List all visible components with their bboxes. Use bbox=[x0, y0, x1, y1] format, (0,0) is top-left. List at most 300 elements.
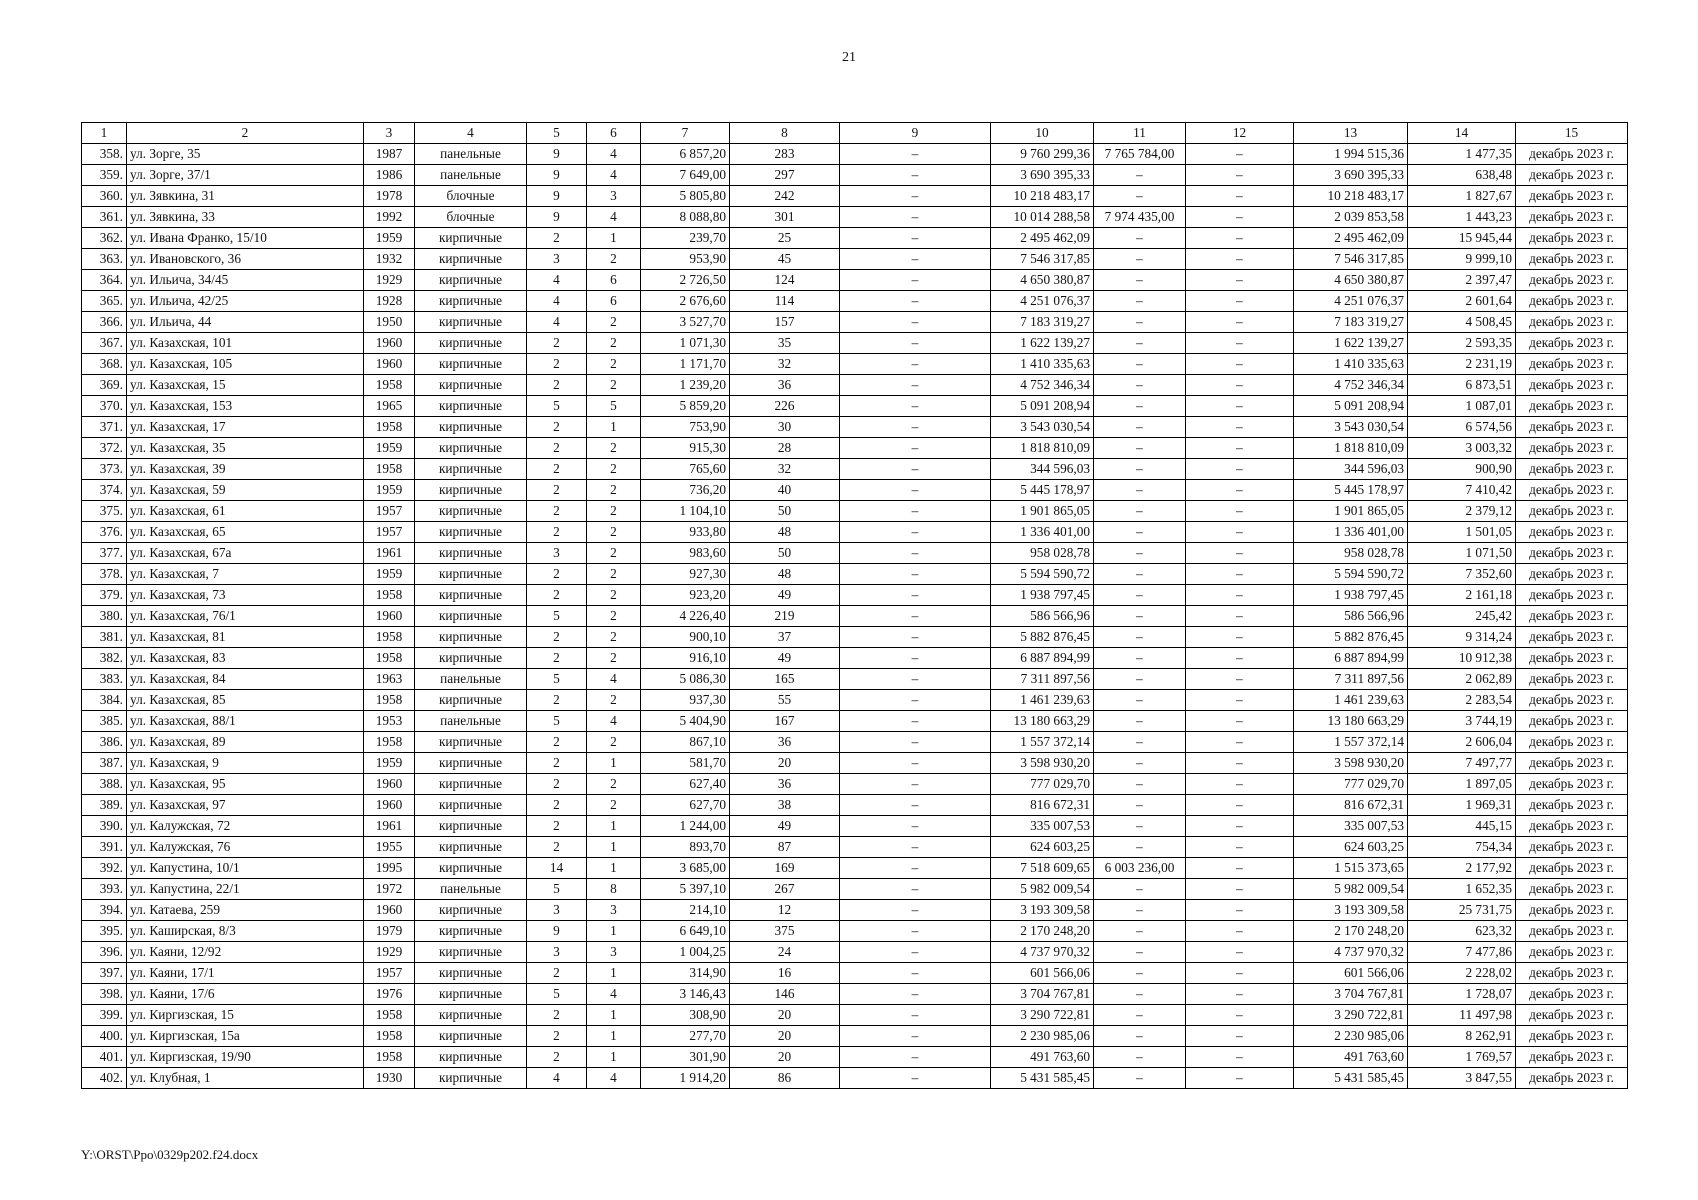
table-cell: 2 161,18 bbox=[1408, 585, 1516, 606]
table-cell: 15 945,44 bbox=[1408, 228, 1516, 249]
table-cell: ул. Каширская, 8/3 bbox=[127, 921, 364, 942]
table-cell: – bbox=[1094, 879, 1186, 900]
column-header: 7 bbox=[641, 123, 730, 144]
table-cell: 2 bbox=[527, 228, 587, 249]
table-cell: 6 bbox=[587, 291, 641, 312]
table-cell: 242 bbox=[730, 186, 840, 207]
table-cell: ул. Казахская, 84 bbox=[127, 669, 364, 690]
table-row bbox=[82, 711, 1628, 732]
table-cell: 394. bbox=[82, 900, 127, 921]
table-cell: ул. Ивана Франко, 15/10 bbox=[127, 228, 364, 249]
table-cell: – bbox=[840, 711, 991, 732]
table-cell: ул. Зявкина, 31 bbox=[127, 186, 364, 207]
table-cell: 344 596,03 bbox=[991, 459, 1094, 480]
table-cell: 765,60 bbox=[641, 459, 730, 480]
table-cell: 5 bbox=[527, 879, 587, 900]
table-cell: 3 527,70 bbox=[641, 312, 730, 333]
table-cell: 2 bbox=[527, 480, 587, 501]
table-cell: – bbox=[1186, 228, 1294, 249]
table-cell: ул. Казахская, 95 bbox=[127, 774, 364, 795]
column-header: 12 bbox=[1186, 123, 1294, 144]
table-cell: 1929 bbox=[364, 942, 415, 963]
table-cell: – bbox=[1094, 690, 1186, 711]
table-cell: 36 bbox=[730, 732, 840, 753]
table-cell: 9 bbox=[527, 207, 587, 228]
table-cell: 1 336 401,00 bbox=[991, 522, 1094, 543]
table-cell: 377. bbox=[82, 543, 127, 564]
table-cell: 400. bbox=[82, 1026, 127, 1047]
table-cell: – bbox=[1094, 774, 1186, 795]
table-cell: кирпичные bbox=[415, 270, 527, 291]
table-cell: 4 650 380,87 bbox=[991, 270, 1094, 291]
table-cell: 1957 bbox=[364, 501, 415, 522]
column-header: 14 bbox=[1408, 123, 1516, 144]
table-row bbox=[82, 438, 1628, 459]
table-cell: 9 bbox=[527, 186, 587, 207]
table-cell: 20 bbox=[730, 1047, 840, 1068]
table-row bbox=[82, 690, 1628, 711]
table-cell: 3 bbox=[587, 186, 641, 207]
table-cell: 7 765 784,00 bbox=[1094, 144, 1186, 165]
table-cell: 2 170 248,20 bbox=[991, 921, 1094, 942]
table-header-row bbox=[82, 123, 1628, 144]
table-cell: 5 982 009,54 bbox=[991, 879, 1094, 900]
table-cell: 392. bbox=[82, 858, 127, 879]
file-path-footer: Y:\ORST\Ppo\0329p202.f24.docx bbox=[81, 1147, 259, 1162]
table-cell: декабрь 2023 г. bbox=[1516, 753, 1628, 774]
table-cell: 335 007,53 bbox=[1294, 816, 1408, 837]
table-cell: 86 bbox=[730, 1068, 840, 1089]
table-cell: декабрь 2023 г. bbox=[1516, 396, 1628, 417]
table-cell: декабрь 2023 г. bbox=[1516, 732, 1628, 753]
table-cell: 736,20 bbox=[641, 480, 730, 501]
table-cell: кирпичные bbox=[415, 837, 527, 858]
table-cell: – bbox=[840, 921, 991, 942]
table-cell: – bbox=[1094, 1026, 1186, 1047]
table-cell: 1978 bbox=[364, 186, 415, 207]
table-cell: 48 bbox=[730, 564, 840, 585]
table-cell: – bbox=[1186, 816, 1294, 837]
table-row bbox=[82, 795, 1628, 816]
table-cell: 3 847,55 bbox=[1408, 1068, 1516, 1089]
table-cell: 2 177,92 bbox=[1408, 858, 1516, 879]
table-cell: 3 290 722,81 bbox=[991, 1005, 1094, 1026]
table-cell: 2 593,35 bbox=[1408, 333, 1516, 354]
table-cell: 937,30 bbox=[641, 690, 730, 711]
table-cell: 5 091 208,94 bbox=[1294, 396, 1408, 417]
table-cell: 1992 bbox=[364, 207, 415, 228]
table-cell: – bbox=[840, 1026, 991, 1047]
table-cell: 1 bbox=[587, 1047, 641, 1068]
table-cell: 366. bbox=[82, 312, 127, 333]
table-cell: 5 859,20 bbox=[641, 396, 730, 417]
table-cell: – bbox=[840, 543, 991, 564]
table-cell: кирпичные bbox=[415, 690, 527, 711]
table-cell: 32 bbox=[730, 459, 840, 480]
table-cell: 1 652,35 bbox=[1408, 879, 1516, 900]
table-cell: 2 bbox=[587, 543, 641, 564]
table-cell: 2 bbox=[527, 774, 587, 795]
table-cell: 49 bbox=[730, 648, 840, 669]
table-cell: – bbox=[1094, 291, 1186, 312]
table-cell: 5 bbox=[527, 669, 587, 690]
table-cell: кирпичные bbox=[415, 858, 527, 879]
table-cell: 1 bbox=[587, 921, 641, 942]
table-row bbox=[82, 501, 1628, 522]
table-cell: ул. Ильича, 42/25 bbox=[127, 291, 364, 312]
table-cell: 1963 bbox=[364, 669, 415, 690]
table-cell: – bbox=[840, 438, 991, 459]
table-cell: 3 193 309,58 bbox=[1294, 900, 1408, 921]
table-cell: 4 bbox=[587, 207, 641, 228]
table-cell: кирпичные bbox=[415, 417, 527, 438]
table-cell: кирпичные bbox=[415, 1047, 527, 1068]
table-cell: 958 028,78 bbox=[1294, 543, 1408, 564]
table-cell: – bbox=[840, 207, 991, 228]
table-cell: 1 914,20 bbox=[641, 1068, 730, 1089]
table-cell: ул. Казахская, 105 bbox=[127, 354, 364, 375]
table-cell: 301 bbox=[730, 207, 840, 228]
table-cell: кирпичные bbox=[415, 585, 527, 606]
table-row bbox=[82, 921, 1628, 942]
table-cell: 1959 bbox=[364, 753, 415, 774]
table-cell: – bbox=[840, 1005, 991, 1026]
table-cell: 753,90 bbox=[641, 417, 730, 438]
table-cell: – bbox=[840, 291, 991, 312]
table-cell: 1960 bbox=[364, 900, 415, 921]
table-row bbox=[82, 417, 1628, 438]
table-cell: – bbox=[1186, 543, 1294, 564]
table-cell: – bbox=[1094, 753, 1186, 774]
table-cell: декабрь 2023 г. bbox=[1516, 1005, 1628, 1026]
table-cell: – bbox=[840, 795, 991, 816]
column-header: 5 bbox=[527, 123, 587, 144]
table-cell: кирпичные bbox=[415, 312, 527, 333]
table-cell: 2 062,89 bbox=[1408, 669, 1516, 690]
table-cell: декабрь 2023 г. bbox=[1516, 270, 1628, 291]
table-cell: 2 bbox=[527, 732, 587, 753]
table-cell: – bbox=[1094, 186, 1186, 207]
table-cell: – bbox=[1186, 480, 1294, 501]
table-cell: 370. bbox=[82, 396, 127, 417]
table-cell: 2 bbox=[587, 648, 641, 669]
table-cell: 2 676,60 bbox=[641, 291, 730, 312]
table-cell: 2 283,54 bbox=[1408, 690, 1516, 711]
table-row bbox=[82, 228, 1628, 249]
table-cell: 1979 bbox=[364, 921, 415, 942]
table-cell: – bbox=[1186, 291, 1294, 312]
table-cell: 2 bbox=[527, 459, 587, 480]
table-cell: ул. Калужская, 72 bbox=[127, 816, 364, 837]
table-cell: 6 887 894,99 bbox=[1294, 648, 1408, 669]
table-cell: 10 912,38 bbox=[1408, 648, 1516, 669]
table-cell: 48 bbox=[730, 522, 840, 543]
table-cell: 4 650 380,87 bbox=[1294, 270, 1408, 291]
table-cell: 2 bbox=[527, 1026, 587, 1047]
table-cell: 396. bbox=[82, 942, 127, 963]
table-cell: 1958 bbox=[364, 585, 415, 606]
table-cell: – bbox=[1094, 333, 1186, 354]
table-cell: панельные bbox=[415, 879, 527, 900]
table-cell: – bbox=[1186, 711, 1294, 732]
table-cell: 2 bbox=[587, 690, 641, 711]
table-cell: кирпичные bbox=[415, 606, 527, 627]
table-cell: 3 543 030,54 bbox=[991, 417, 1094, 438]
table-cell: – bbox=[840, 669, 991, 690]
table-cell: ул. Зявкина, 33 bbox=[127, 207, 364, 228]
table-cell: 358. bbox=[82, 144, 127, 165]
table-cell: 3 bbox=[527, 942, 587, 963]
table-cell: кирпичные bbox=[415, 228, 527, 249]
table-cell: 6 873,51 bbox=[1408, 375, 1516, 396]
table-cell: 359. bbox=[82, 165, 127, 186]
table-cell: 1 557 372,14 bbox=[991, 732, 1094, 753]
table-cell: декабрь 2023 г. bbox=[1516, 585, 1628, 606]
table-cell: 5 bbox=[527, 396, 587, 417]
table-cell: кирпичные bbox=[415, 963, 527, 984]
table-cell: 1 bbox=[587, 753, 641, 774]
table-cell: 4 737 970,32 bbox=[991, 942, 1094, 963]
table-cell: ул. Казахская, 39 bbox=[127, 459, 364, 480]
table-cell: 8 bbox=[587, 879, 641, 900]
table-cell: 601 566,06 bbox=[991, 963, 1094, 984]
table-cell: 1 bbox=[587, 963, 641, 984]
table-cell: кирпичные bbox=[415, 543, 527, 564]
table-cell: 1 443,23 bbox=[1408, 207, 1516, 228]
table-cell: 367. bbox=[82, 333, 127, 354]
table-cell: 1960 bbox=[364, 795, 415, 816]
table-cell: 1 bbox=[587, 1005, 641, 1026]
table-cell: 915,30 bbox=[641, 438, 730, 459]
table-cell: – bbox=[1186, 942, 1294, 963]
table-cell: – bbox=[1094, 1068, 1186, 1089]
table-cell: 5 982 009,54 bbox=[1294, 879, 1408, 900]
table-cell: декабрь 2023 г. bbox=[1516, 963, 1628, 984]
table-cell: 491 763,60 bbox=[991, 1047, 1094, 1068]
table-cell: декабрь 2023 г. bbox=[1516, 669, 1628, 690]
table-cell: – bbox=[1186, 144, 1294, 165]
table-cell: 20 bbox=[730, 753, 840, 774]
table-cell: декабрь 2023 г. bbox=[1516, 165, 1628, 186]
table-cell: – bbox=[1186, 879, 1294, 900]
table-cell: – bbox=[1094, 165, 1186, 186]
table-cell: – bbox=[840, 690, 991, 711]
table-cell: 2 606,04 bbox=[1408, 732, 1516, 753]
table-cell: 1 bbox=[587, 816, 641, 837]
table-cell: декабрь 2023 г. bbox=[1516, 375, 1628, 396]
table-cell: – bbox=[1186, 333, 1294, 354]
column-header: 2 bbox=[127, 123, 364, 144]
table-cell: 2 bbox=[587, 774, 641, 795]
table-cell: 308,90 bbox=[641, 1005, 730, 1026]
table-cell: ул. Каяни, 17/1 bbox=[127, 963, 364, 984]
table-cell: – bbox=[1186, 354, 1294, 375]
table-cell: декабрь 2023 г. bbox=[1516, 459, 1628, 480]
table-row bbox=[82, 144, 1628, 165]
table-cell: 7 410,42 bbox=[1408, 480, 1516, 501]
table-cell: ул. Казахская, 65 bbox=[127, 522, 364, 543]
table-cell: – bbox=[1186, 795, 1294, 816]
table-cell: декабрь 2023 г. bbox=[1516, 312, 1628, 333]
table-cell: 2 601,64 bbox=[1408, 291, 1516, 312]
table-cell: панельные bbox=[415, 669, 527, 690]
table-cell: 2 bbox=[587, 480, 641, 501]
table-cell: – bbox=[840, 417, 991, 438]
table-cell: 387. bbox=[82, 753, 127, 774]
table-cell: – bbox=[1094, 354, 1186, 375]
table-cell: – bbox=[1094, 669, 1186, 690]
table-cell: 2 230 985,06 bbox=[1294, 1026, 1408, 1047]
table-cell: 9 760 299,36 bbox=[991, 144, 1094, 165]
table-cell: 6 649,10 bbox=[641, 921, 730, 942]
table-cell: – bbox=[1094, 900, 1186, 921]
table-cell: 3 146,43 bbox=[641, 984, 730, 1005]
table-cell: – bbox=[1094, 417, 1186, 438]
table-cell: 923,20 bbox=[641, 585, 730, 606]
table-cell: 3 690 395,33 bbox=[991, 165, 1094, 186]
table-cell: кирпичные bbox=[415, 291, 527, 312]
table-cell: – bbox=[840, 354, 991, 375]
table-cell: 50 bbox=[730, 501, 840, 522]
table-cell: 581,70 bbox=[641, 753, 730, 774]
table-cell: ул. Казахская, 88/1 bbox=[127, 711, 364, 732]
table-cell: 1 336 401,00 bbox=[1294, 522, 1408, 543]
table-cell: 6 bbox=[587, 270, 641, 291]
table-cell: 1930 bbox=[364, 1068, 415, 1089]
table-cell: 2 bbox=[527, 1005, 587, 1026]
table-cell: 1 104,10 bbox=[641, 501, 730, 522]
table-cell: – bbox=[840, 879, 991, 900]
table-cell: – bbox=[840, 942, 991, 963]
table-cell: 1928 bbox=[364, 291, 415, 312]
table-cell: ул. Киргизская, 19/90 bbox=[127, 1047, 364, 1068]
table-cell: – bbox=[1094, 249, 1186, 270]
table-row bbox=[82, 249, 1628, 270]
table-cell: 3 290 722,81 bbox=[1294, 1005, 1408, 1026]
table-cell: 360. bbox=[82, 186, 127, 207]
table-cell: 1958 bbox=[364, 690, 415, 711]
table-cell: декабрь 2023 г. bbox=[1516, 606, 1628, 627]
table-cell: 1958 bbox=[364, 732, 415, 753]
table-row bbox=[82, 1068, 1628, 1089]
table-cell: 1 461 239,63 bbox=[1294, 690, 1408, 711]
table-cell: 9 314,24 bbox=[1408, 627, 1516, 648]
table-cell: 4 bbox=[587, 165, 641, 186]
table-cell: декабрь 2023 г. bbox=[1516, 900, 1628, 921]
table-cell: 1 969,31 bbox=[1408, 795, 1516, 816]
table-cell: – bbox=[840, 963, 991, 984]
table-row bbox=[82, 396, 1628, 417]
table-cell: 301,90 bbox=[641, 1047, 730, 1068]
table-cell: 25 bbox=[730, 228, 840, 249]
table-cell: 2 bbox=[587, 312, 641, 333]
table-cell: – bbox=[840, 501, 991, 522]
table-cell: 893,70 bbox=[641, 837, 730, 858]
table-cell: 1 622 139,27 bbox=[1294, 333, 1408, 354]
table-row bbox=[82, 186, 1628, 207]
table-cell: 5 431 585,45 bbox=[1294, 1068, 1408, 1089]
table-cell: декабрь 2023 г. bbox=[1516, 354, 1628, 375]
table-cell: – bbox=[1094, 711, 1186, 732]
table-cell: – bbox=[1186, 270, 1294, 291]
table-row bbox=[82, 480, 1628, 501]
table-cell: 391. bbox=[82, 837, 127, 858]
table-cell: декабрь 2023 г. bbox=[1516, 774, 1628, 795]
table-row bbox=[82, 900, 1628, 921]
table-cell: 1960 bbox=[364, 774, 415, 795]
table-cell: 3 704 767,81 bbox=[991, 984, 1094, 1005]
table-cell: – bbox=[1094, 795, 1186, 816]
table-cell: – bbox=[1186, 606, 1294, 627]
table-cell: блочные bbox=[415, 207, 527, 228]
table-cell: 7 183 319,27 bbox=[991, 312, 1094, 333]
table-cell: 1960 bbox=[364, 354, 415, 375]
table-row bbox=[82, 627, 1628, 648]
table-cell: 3 598 930,20 bbox=[991, 753, 1094, 774]
column-header: 13 bbox=[1294, 123, 1408, 144]
table-cell: кирпичные bbox=[415, 795, 527, 816]
table-cell: 2 bbox=[587, 564, 641, 585]
table-cell: – bbox=[1186, 249, 1294, 270]
table-cell: – bbox=[1186, 585, 1294, 606]
table-cell: 1958 bbox=[364, 648, 415, 669]
table-cell: 3 bbox=[527, 900, 587, 921]
table-row bbox=[82, 1026, 1628, 1047]
table-cell: декабрь 2023 г. bbox=[1516, 984, 1628, 1005]
table-cell: 376. bbox=[82, 522, 127, 543]
table-row bbox=[82, 774, 1628, 795]
table-cell: декабрь 2023 г. bbox=[1516, 942, 1628, 963]
table-cell: 2 bbox=[587, 522, 641, 543]
table-cell: 390. bbox=[82, 816, 127, 837]
table-cell: декабрь 2023 г. bbox=[1516, 417, 1628, 438]
page-number: 21 bbox=[842, 50, 856, 65]
table-cell: – bbox=[1094, 963, 1186, 984]
table-cell: 1 461 239,63 bbox=[991, 690, 1094, 711]
table-row bbox=[82, 753, 1628, 774]
column-header: 1 bbox=[82, 123, 127, 144]
table-cell: 4 737 970,32 bbox=[1294, 942, 1408, 963]
table-cell: 7 546 317,85 bbox=[991, 249, 1094, 270]
table-row bbox=[82, 732, 1628, 753]
table-cell: декабрь 2023 г. bbox=[1516, 690, 1628, 711]
table-cell: ул. Зорге, 37/1 bbox=[127, 165, 364, 186]
table-cell: 7 311 897,56 bbox=[991, 669, 1094, 690]
table-cell: 1995 bbox=[364, 858, 415, 879]
table-cell: 1 818 810,09 bbox=[1294, 438, 1408, 459]
table-cell: кирпичные bbox=[415, 984, 527, 1005]
table-cell: 7 497,77 bbox=[1408, 753, 1516, 774]
table-cell: 445,15 bbox=[1408, 816, 1516, 837]
table-cell: 267 bbox=[730, 879, 840, 900]
table-cell: 4 bbox=[587, 144, 641, 165]
table-cell: 40 bbox=[730, 480, 840, 501]
table-cell: 1 bbox=[587, 417, 641, 438]
table-cell: ул. Казахская, 9 bbox=[127, 753, 364, 774]
table-cell: декабрь 2023 г. bbox=[1516, 816, 1628, 837]
table-row bbox=[82, 522, 1628, 543]
table-cell: – bbox=[840, 375, 991, 396]
table-cell: 2 bbox=[527, 795, 587, 816]
table-cell: 374. bbox=[82, 480, 127, 501]
table-cell: декабрь 2023 г. bbox=[1516, 879, 1628, 900]
table-cell: – bbox=[1186, 1005, 1294, 1026]
table-cell: 623,32 bbox=[1408, 921, 1516, 942]
table-cell: ул. Зорге, 35 bbox=[127, 144, 364, 165]
table-cell: ул. Казахская, 15 bbox=[127, 375, 364, 396]
table-cell: 4 752 346,34 bbox=[991, 375, 1094, 396]
table-row bbox=[82, 837, 1628, 858]
